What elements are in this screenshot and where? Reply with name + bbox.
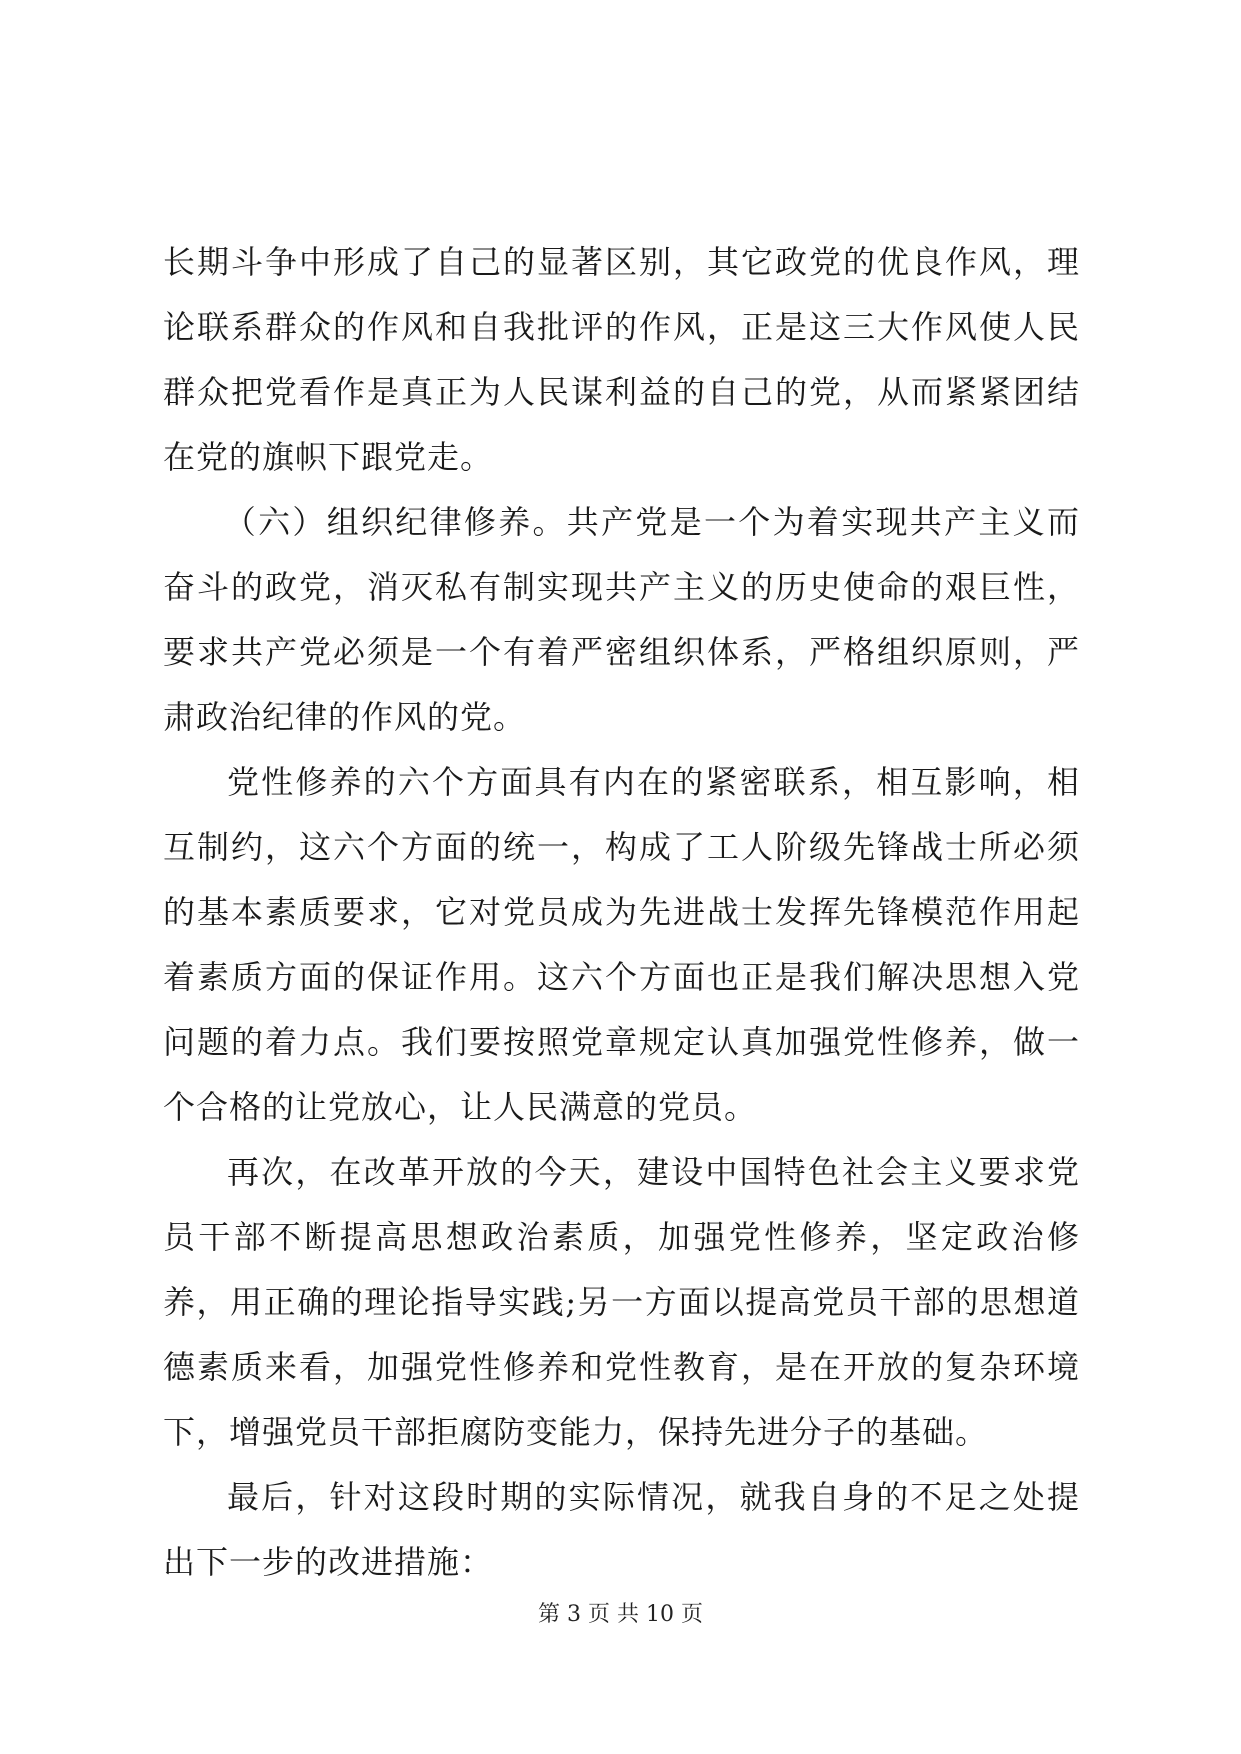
document-body [163, 230, 1080, 1595]
paragraph-reform-opening: 再次，在改革开放的今天，建设中国特色社会主义要求党员干部不断提高思想政治素质，加强党性修养，坚定政治修养，用正确的理论指导实践;另一方面以提高党员干部的思想道德素质来看，加强党性修养和党性教育，是在开放的复杂环境下，增强党员干部拒腐防变能力，保持先进分子的基础。 [163, 1153, 1080, 1451]
paragraph-six-aspects: 党性修养的六个方面具有内在的紧密联系，相互影响，相互制约，这六个方面的统一，构成了工人阶级先锋战士所必须的基本素质要求，它对党员成为先进战士发挥先锋模范作用起着素质方面的保证作用。这六个方面也正是我们解决思想入党问题的着力点。我们要按照党章规定认真加强党性修养，做一个合格的让党放心，让人民满意的党员。 [163, 763, 1080, 1126]
paragraph-finally: 最后，针对这段时期的实际情况，就我自身的不足之处提出下一步的改进措施： [163, 1478, 1080, 1581]
paragraph-continuation: 长期斗争中形成了自己的显著区别，其它政党的优良作风，理论联系群众的作风和自我批评的作风，正是这三大作风使人民群众把党看作是真正为人民谋利益的自己的党，从而紧紧团结在党的旗帜下跟党走。 [163, 243, 1080, 476]
paragraph-organization-discipline: （六）组织纪律修养。共产党是一个为着实现共产主义而奋斗的政党，消灭私有制实现共产主义的历史使命的艰巨性，要求共产党必须是一个有着严密组织体系，严格组织原则，严肃政治纪律的作风的党。 [163, 503, 1080, 736]
page-footer: 第 3 页 共 10 页 [538, 1602, 703, 1627]
